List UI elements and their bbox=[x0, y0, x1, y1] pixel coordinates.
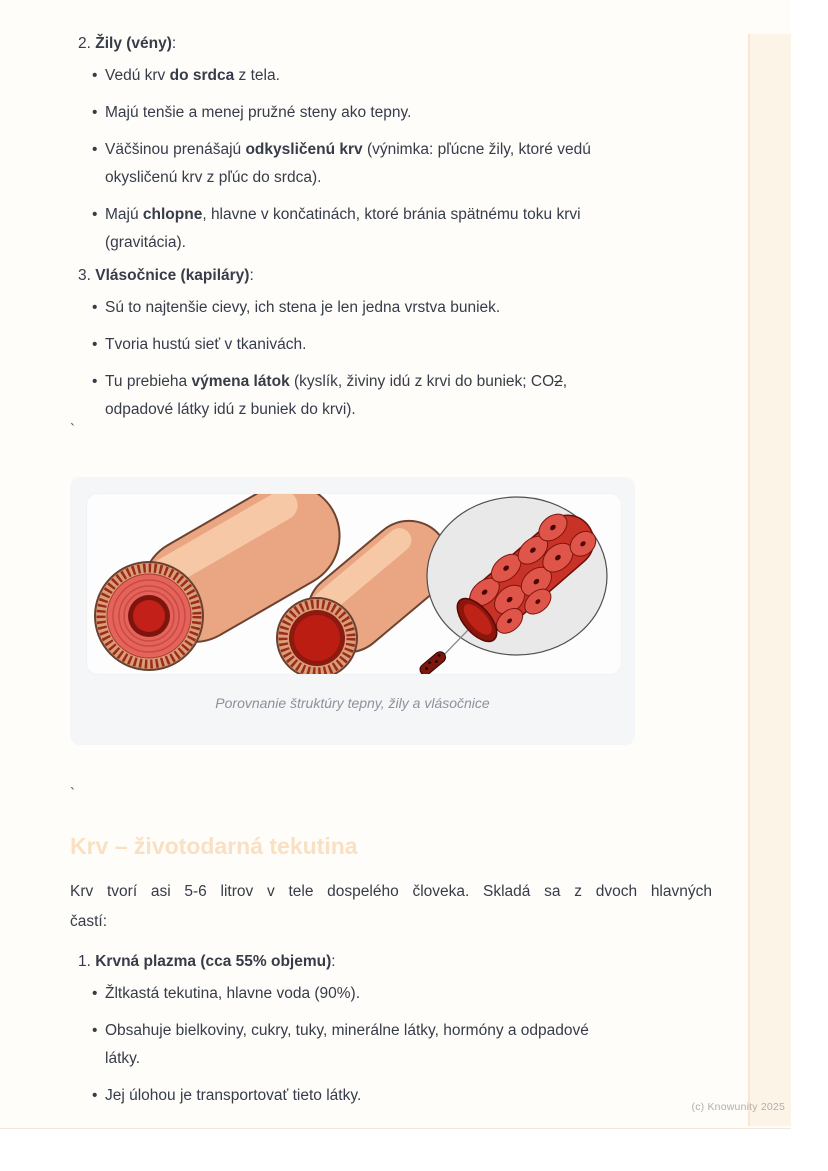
list-title: Žily (vény) bbox=[95, 35, 172, 52]
bullet-item bbox=[105, 201, 705, 257]
bullet-item bbox=[105, 980, 705, 1008]
list-number: 3. bbox=[78, 267, 96, 284]
list-number: 2. bbox=[78, 35, 96, 52]
list-title-suffix: : bbox=[249, 267, 254, 284]
list-heading bbox=[70, 262, 712, 290]
text-segment: Tu prebieha bbox=[105, 373, 192, 390]
list-title-suffix: : bbox=[331, 953, 336, 970]
text-segment: výmena látok bbox=[191, 373, 290, 390]
text-segment: 2 bbox=[554, 373, 563, 390]
text-segment: Žltkastá tekutina, hlavne voda (90%). bbox=[105, 985, 361, 1002]
text-segment: odkysličenú krv bbox=[245, 141, 363, 158]
bullet-item bbox=[105, 331, 705, 359]
stray-backtick-mark: ` bbox=[70, 785, 75, 802]
figure-caption: Porovnanie štruktúry tepny, žily a vlásočnice bbox=[215, 695, 490, 711]
paragraph-line: Krv tvorí asi 5-6 litrov v tele dospelého človeka. Skladá sa z dvoch hlavných bbox=[70, 883, 712, 900]
section-plasma bbox=[70, 948, 712, 1119]
text-segment: , hlavne v končatinách, ktoré bránia spätnému toku krvi bbox=[202, 206, 581, 223]
text-segment: do srdca bbox=[169, 67, 235, 84]
tiny-capillary bbox=[418, 650, 448, 674]
section-heading-krv: Krv – životodarná tekutina bbox=[70, 833, 358, 859]
stray-backtick-mark: ` bbox=[70, 421, 75, 438]
blood-vessels-illustration bbox=[87, 494, 621, 674]
bullet-item bbox=[105, 62, 705, 90]
list-number: 1. bbox=[78, 953, 96, 970]
section-capillaries bbox=[70, 262, 712, 433]
list-title: Krvná plazma (cca 55% objemu) bbox=[95, 953, 332, 970]
bullet-item bbox=[105, 294, 705, 322]
bullet-item bbox=[105, 368, 705, 424]
text-segment: Jej úlohou je transportovať tieto látky. bbox=[105, 1087, 362, 1104]
figure-card bbox=[70, 477, 635, 745]
text-segment: okysličenú krv z pľúc do srdca). bbox=[105, 169, 322, 186]
text-segment: Sú to najtenšie cievy, ich stena je len jedna vrstva buniek. bbox=[105, 299, 501, 316]
text-segment: chlopne bbox=[142, 206, 203, 223]
list-title: Vlásočnice (kapiláry) bbox=[95, 267, 250, 284]
text-segment: Vedú krv bbox=[105, 67, 170, 84]
text-segment: (gravitácia). bbox=[105, 234, 186, 251]
bullet-item bbox=[105, 99, 705, 127]
text-segment: látky. bbox=[105, 1050, 141, 1067]
bullet-item bbox=[105, 1017, 705, 1073]
text-segment: , bbox=[562, 373, 568, 390]
text-segment: Obsahuje bielkoviny, cukry, tuky, minerálne látky, hormóny a odpadové bbox=[105, 1022, 589, 1039]
section-veins bbox=[70, 30, 712, 266]
text-segment: Majú tenšie a menej pružné steny ako tepny. bbox=[105, 104, 412, 121]
text-segment: Tvoria hustú sieť v tkanivách. bbox=[105, 336, 307, 353]
text-segment: Väčšinou prenášajú bbox=[105, 141, 246, 158]
capillary-graphic bbox=[418, 497, 611, 674]
text-segment: z tela. bbox=[234, 67, 280, 84]
bullet-item bbox=[105, 136, 705, 192]
text-segment: odpadové látky idú z buniek do krvi). bbox=[105, 401, 356, 418]
text-segment: (výnimka: pľúcne žily, ktoré vedú bbox=[362, 141, 591, 158]
list-heading bbox=[70, 948, 712, 976]
text-segment: Majú bbox=[105, 206, 143, 223]
decorative-side-stripe bbox=[748, 34, 791, 1126]
bullet-item bbox=[105, 1082, 705, 1110]
copyright-credit: (c) Knowunity 2025 bbox=[691, 1101, 785, 1113]
paragraph-line: častí: bbox=[70, 913, 108, 930]
figure-image bbox=[86, 493, 622, 675]
list-title-suffix: : bbox=[171, 35, 177, 52]
list-heading bbox=[70, 30, 712, 58]
text-segment: (kyslík, živiny idú z krvi do buniek; CO bbox=[289, 373, 555, 390]
intro-paragraph bbox=[70, 877, 712, 937]
